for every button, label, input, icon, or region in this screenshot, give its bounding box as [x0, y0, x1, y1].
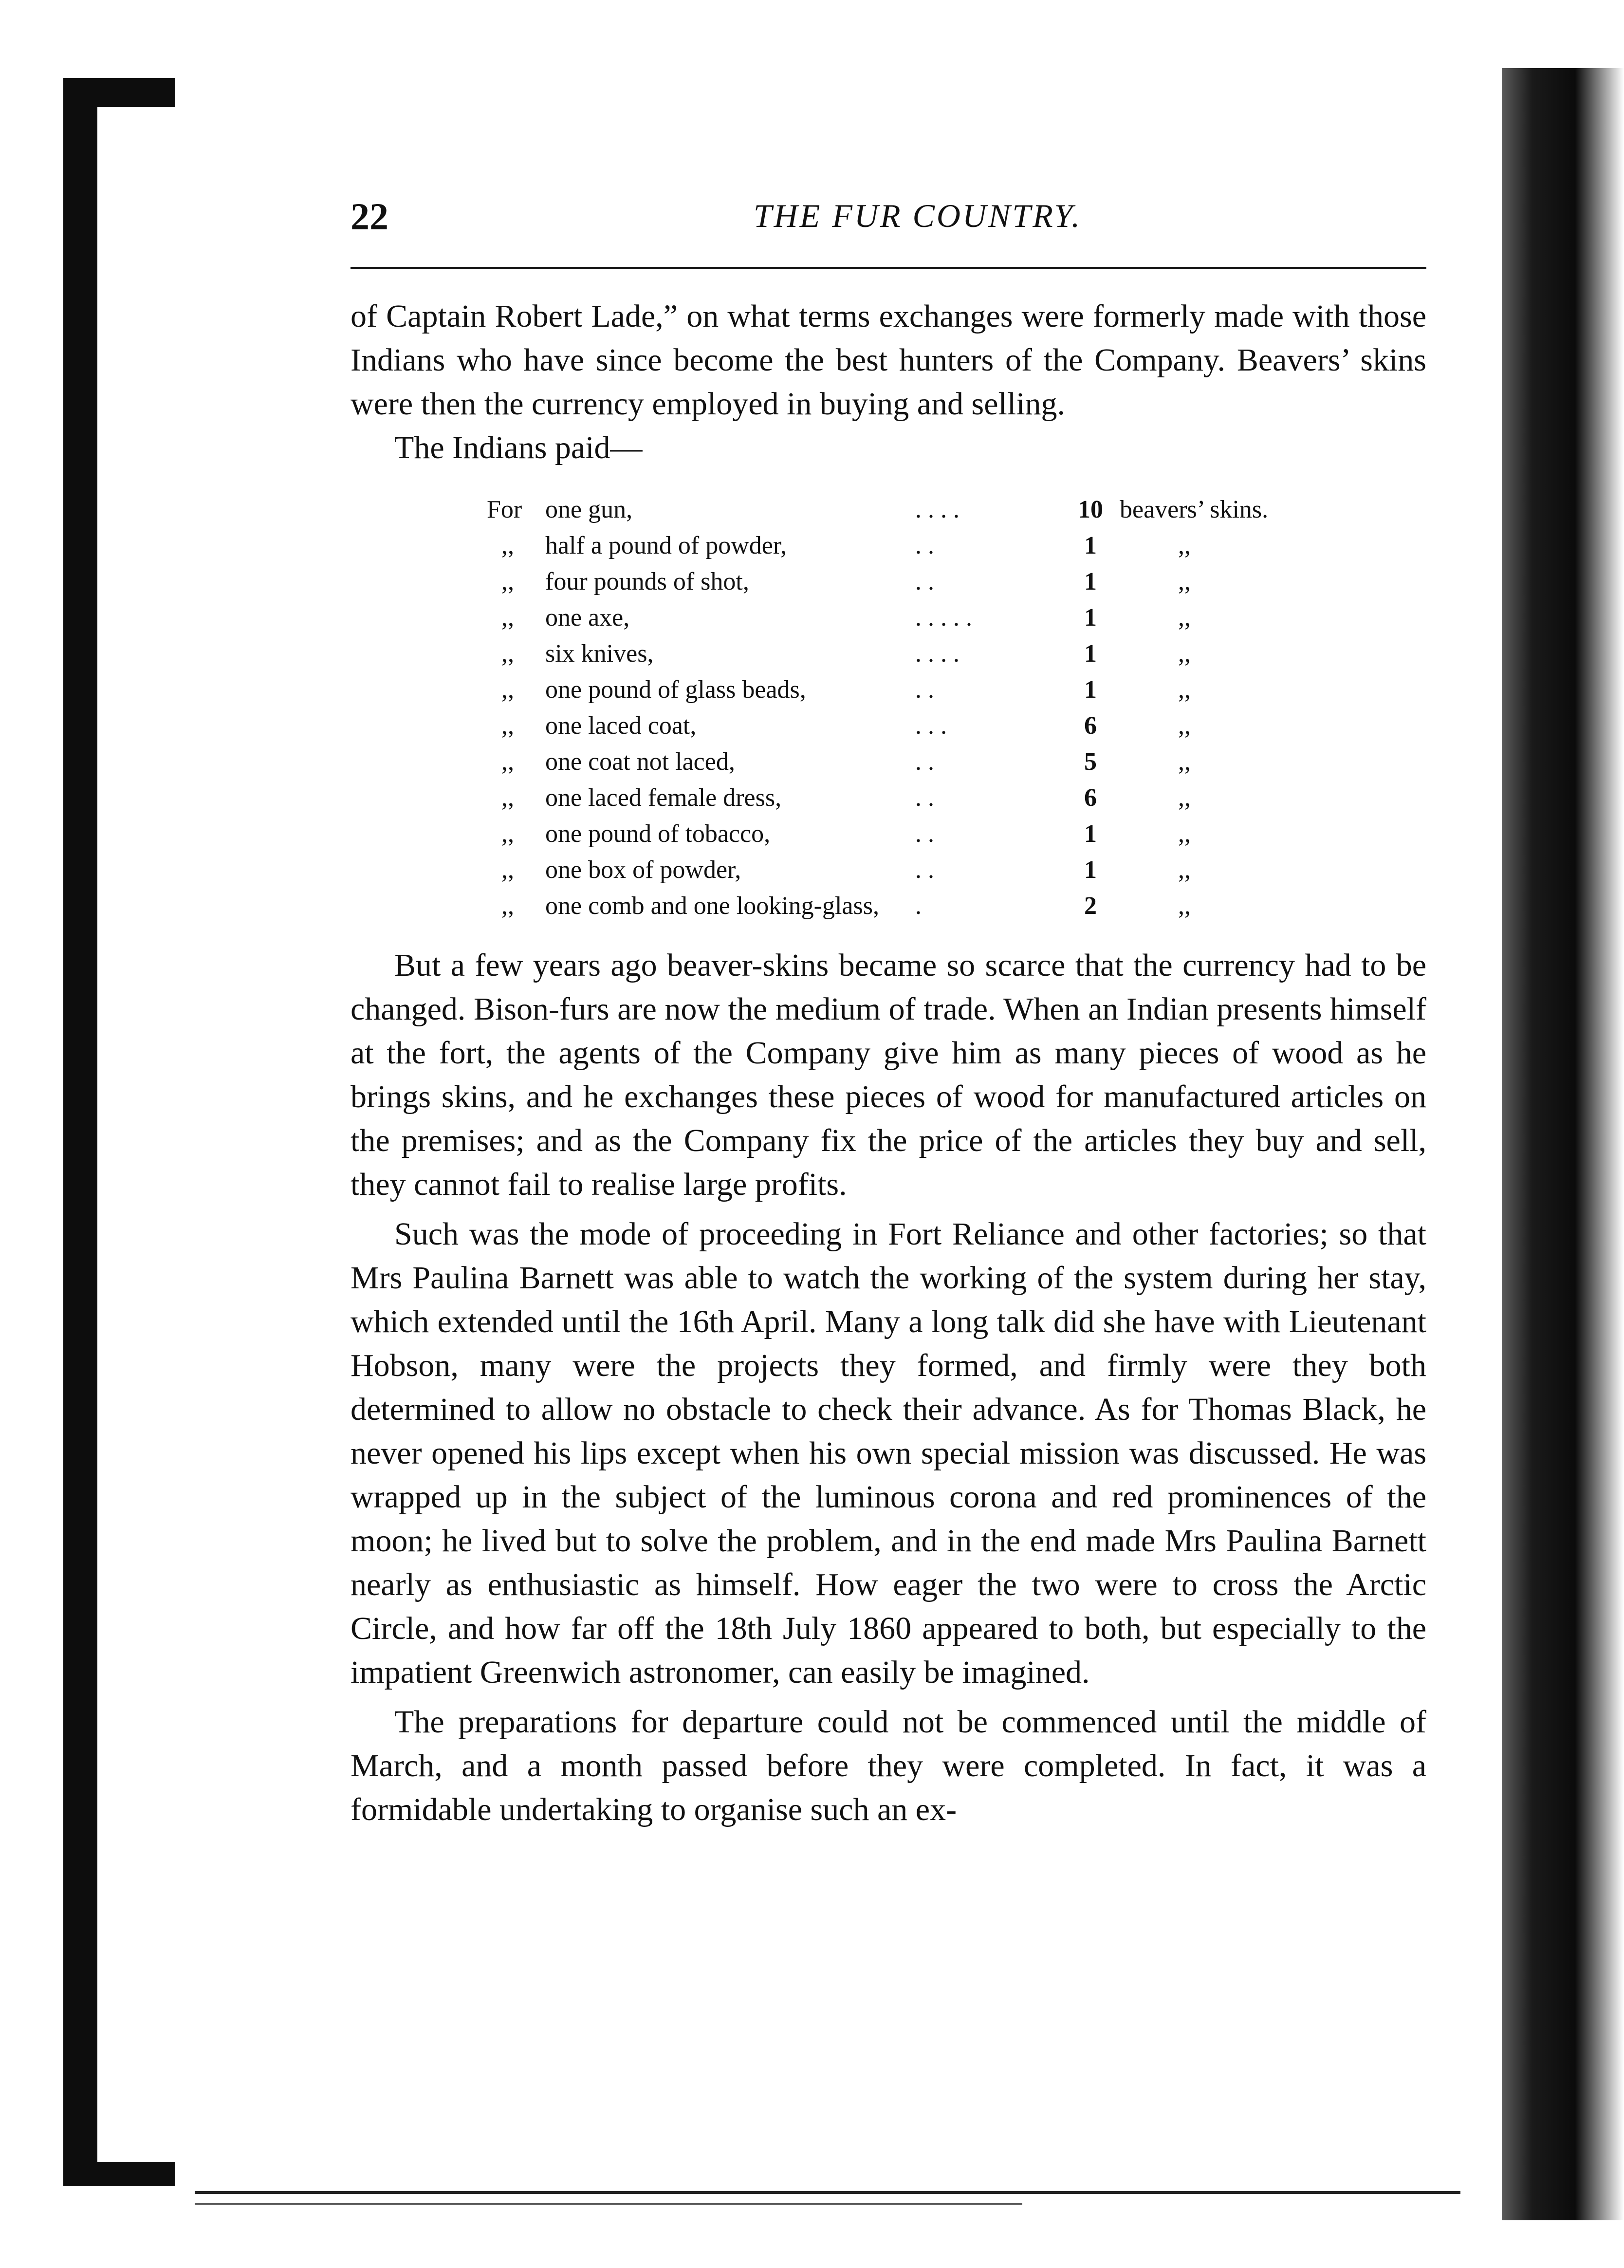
- row-prefix: ,,: [501, 784, 514, 812]
- row-item: one box of powder,: [545, 856, 741, 884]
- row-unit: ,,: [1178, 712, 1191, 740]
- opening-paragraph: of Captain Robert Lade,” on what terms exchanges were formerly made with those Indians who have since become the best hunters of the Company. Beavers’ skins were then the currency employed in buying and selling.: [351, 298, 1426, 422]
- row-unit: ,,: [1178, 640, 1191, 668]
- row-quantity: 5: [1084, 748, 1097, 776]
- scan-left-border-bottom: [63, 2162, 175, 2186]
- scan-left-border-top: [63, 78, 175, 107]
- row-unit: ,,: [1178, 748, 1191, 776]
- row-quantity: 1: [1084, 820, 1097, 848]
- row-leader-dots: . . . .: [915, 496, 960, 523]
- row-unit: ,,: [1178, 568, 1191, 595]
- table-row: [487, 636, 1334, 672]
- paragraph-preparations: The preparations for departure could not be commenced until the middle of March, and a month passed before they were completed. In fact, it was a formidable undertaking to organise such an ex-: [351, 1704, 1426, 1827]
- row-quantity: 6: [1084, 712, 1097, 740]
- row-unit: ,,: [1178, 604, 1191, 632]
- row-prefix: ,,: [501, 892, 514, 920]
- row-quantity: 1: [1084, 640, 1097, 668]
- page-header: [351, 195, 1426, 253]
- row-unit: ,,: [1178, 820, 1191, 848]
- running-title: THE FUR COUNTRY.: [753, 197, 1082, 234]
- row-item: six knives,: [545, 640, 654, 668]
- price-table: [487, 492, 1334, 924]
- row-prefix: ,,: [501, 604, 514, 632]
- scan-right-edge: [1502, 68, 1624, 2220]
- row-quantity: 6: [1084, 784, 1097, 812]
- paragraph-fort-reliance: Such was the mode of proceeding in Fort Reliance and other factories; so that Mrs Paulina Barnett was able to watch the working of the system during her stay, which extended until the 16th April. Many a long talk did she have with Lieutenant Hobson, many were the projects they formed, and firmly were they both determined to allow no obstacle to check their advance. As for Thomas Black, he never opened his lips except when his own special mission was discussed. He was wrapped up in the subject of the luminous corona and red prominences of the moon; he lived but to solve the problem, and in the end made Mrs Paulina Barnett nearly as enthusiastic as himself. How eager the two were to cross the Arctic Circle, and how far off the 18th July 1860 appeared to both, but especially to the impatient Greenwich astronomer, can easily be imagined.: [351, 1216, 1426, 1690]
- row-unit: ,,: [1178, 676, 1191, 704]
- row-quantity: 1: [1084, 568, 1097, 595]
- row-leader-dots: . .: [915, 784, 934, 812]
- row-leader-dots: . . .: [915, 712, 947, 740]
- row-item: one laced coat,: [545, 712, 697, 740]
- row-unit: ,,: [1178, 892, 1191, 920]
- table-row: [487, 564, 1334, 600]
- row-quantity: 1: [1084, 676, 1097, 704]
- scan-bottom-line: [195, 2191, 1460, 2194]
- table-row: [487, 744, 1334, 780]
- row-leader-dots: . . . . .: [915, 604, 972, 632]
- row-leader-dots: . .: [915, 820, 934, 848]
- row-prefix: For: [487, 496, 522, 523]
- row-item: one coat not laced,: [545, 748, 735, 776]
- body-text: [351, 295, 1426, 1832]
- table-row: [487, 816, 1334, 852]
- row-leader-dots: .: [915, 892, 922, 920]
- row-unit: beavers’ skins.: [1120, 496, 1269, 523]
- row-item: one axe,: [545, 604, 630, 632]
- scan-left-border: [63, 78, 97, 2186]
- row-item: one pound of glass beads,: [545, 676, 806, 704]
- table-row: [487, 528, 1334, 564]
- row-leader-dots: . .: [915, 676, 934, 704]
- row-prefix: ,,: [501, 568, 514, 595]
- header-rule: [351, 267, 1426, 269]
- row-leader-dots: . .: [915, 748, 934, 776]
- row-quantity: 2: [1084, 892, 1097, 920]
- row-leader-dots: . .: [915, 532, 934, 559]
- table-row: [487, 852, 1334, 888]
- paragraph-currency: But a few years ago beaver-skins became so scarce that the currency had to be changed. Bison-furs are now the medium of trade. When an Indian presents himself at the fort, the agents of the Company give him as many pieces of wood as he brings skins, and he exchanges these pieces of wood for manufactured articles on the premises; and as the Company fix the price of the articles they buy and sell, they cannot fail to realise large profits.: [351, 948, 1426, 1202]
- row-unit: ,,: [1178, 784, 1191, 812]
- row-prefix: ,,: [501, 676, 514, 704]
- book-page: [351, 195, 1426, 1827]
- row-quantity: 1: [1084, 532, 1097, 559]
- row-leader-dots: . .: [915, 856, 934, 884]
- table-row: [487, 492, 1334, 528]
- scan-bottom-line-2: [195, 2203, 1022, 2205]
- row-quantity: 1: [1084, 856, 1097, 884]
- row-prefix: ,,: [501, 820, 514, 848]
- page-number: 22: [351, 195, 388, 238]
- row-prefix: ,,: [501, 856, 514, 884]
- row-unit: ,,: [1178, 856, 1191, 884]
- row-quantity: 10: [1078, 496, 1103, 523]
- table-row: [487, 600, 1334, 636]
- row-item: one laced female dress,: [545, 784, 782, 812]
- row-prefix: ,,: [501, 748, 514, 776]
- row-prefix: ,,: [501, 640, 514, 668]
- row-item: half a pound of powder,: [545, 532, 787, 559]
- table-row: [487, 708, 1334, 744]
- table-intro: The Indians paid—: [394, 430, 643, 465]
- row-unit: ,,: [1178, 532, 1191, 559]
- row-prefix: ,,: [501, 712, 514, 740]
- row-prefix: ,,: [501, 532, 514, 559]
- row-leader-dots: . . . .: [915, 640, 960, 668]
- table-row: [487, 672, 1334, 708]
- row-quantity: 1: [1084, 604, 1097, 632]
- row-item: one pound of tobacco,: [545, 820, 771, 848]
- table-row: [487, 888, 1334, 924]
- row-item: one comb and one looking-glass,: [545, 892, 879, 920]
- row-item: one gun,: [545, 496, 633, 523]
- table-row: [487, 780, 1334, 816]
- row-item: four pounds of shot,: [545, 568, 749, 595]
- row-leader-dots: . .: [915, 568, 934, 595]
